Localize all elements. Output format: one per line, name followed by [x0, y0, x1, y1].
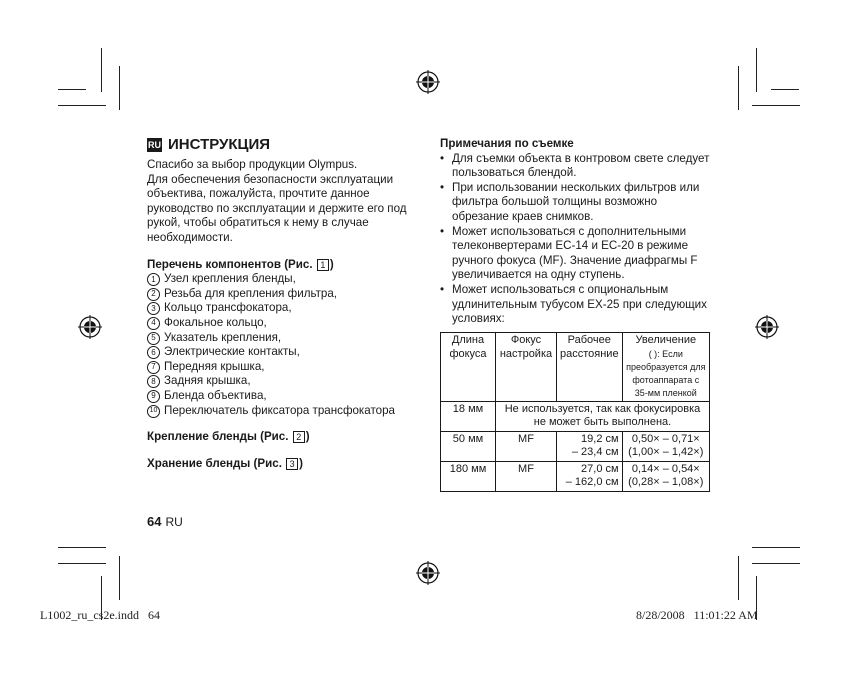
figure-number: 2 [293, 431, 305, 443]
notes-heading: Примечания по съемке [440, 137, 574, 150]
crop-mark [752, 563, 800, 564]
cell-not-usable: Не используется, так как фокусировка не может быть выполнена. [496, 401, 710, 431]
item-number: 7 [147, 361, 160, 374]
page-language: RU [165, 515, 183, 529]
list-item [440, 225, 712, 283]
crop-mark [771, 89, 799, 90]
item-label: Указатель крепления, [164, 330, 282, 344]
item-label: Фокальное кольцо, [164, 315, 267, 329]
crop-mark [58, 547, 106, 548]
list-item [147, 301, 417, 316]
left-column [147, 136, 417, 471]
hood-mount-heading [147, 430, 417, 445]
hood-storage-text: Хранение бленды (Рис. [147, 456, 282, 470]
item-number: 5 [147, 332, 160, 345]
item-label: Переключатель фиксатора трансфокатора [164, 403, 395, 417]
figure-number: 1 [317, 259, 329, 271]
distance-from: 19,2 см [581, 432, 619, 445]
list-item [147, 287, 417, 302]
crop-mark [58, 89, 86, 90]
hood-mount-text: Крепление бленды (Рис. [147, 430, 289, 444]
item-label: Резьба для крепления фильтра, [164, 286, 338, 300]
registration-mark-icon [416, 561, 440, 585]
cell-distance [557, 461, 623, 491]
list-item [440, 283, 712, 327]
crop-mark [738, 556, 739, 600]
crop-mark [752, 547, 800, 548]
cell-magnification [622, 461, 709, 491]
cell-focal: 180 мм [441, 461, 496, 491]
table-row [441, 431, 710, 461]
item-label: Кольцо трансфокатора, [164, 301, 292, 315]
crop-mark [119, 66, 120, 110]
crop-mark [738, 66, 739, 110]
cell-focus: MF [496, 431, 557, 461]
extension-tube-table [440, 332, 710, 492]
item-label: Передняя крышка, [164, 359, 265, 373]
registration-mark-icon [416, 70, 440, 94]
heading-suffix: ) [299, 456, 304, 470]
header-working-distance: Рабочее расстояние [557, 333, 623, 402]
cell-magnification [622, 431, 709, 461]
table-row [441, 401, 710, 431]
list-item [147, 404, 417, 419]
footer-file-info: L1002_ru_cs2e.indd 64 [40, 608, 160, 622]
cell-focus: MF [496, 461, 557, 491]
language-badge: RU [148, 140, 161, 150]
crop-mark [101, 48, 102, 92]
bullet-icon: • [440, 282, 445, 296]
cell-focal: 50 мм [441, 431, 496, 461]
magnification-range: 0,50× – 0,71× [631, 432, 700, 445]
header-focal-length: Длина фокуса [441, 333, 496, 402]
distance-to: – 162,0 см [565, 476, 619, 488]
item-label: Электрические контакты, [164, 345, 300, 359]
registration-mark-icon [78, 315, 102, 339]
crop-mark [756, 48, 757, 92]
crop-mark [752, 105, 800, 106]
item-number: 10 [147, 405, 160, 418]
bullet-icon: • [440, 224, 445, 238]
note-text: Для съемки объекта в контровом свете следует пользоваться блендой. [452, 151, 710, 180]
list-item [147, 345, 417, 360]
registration-mark-icon [755, 315, 779, 339]
item-label: Бленда объектива, [164, 388, 267, 402]
magnification-range: 0,14× – 0,54× [631, 462, 700, 475]
heading-suffix: ) [305, 430, 310, 444]
item-label: Узел крепления бленды, [164, 272, 296, 286]
magnification-label: Увеличение [635, 334, 697, 346]
note-text: Может использоваться с опциональным удлинительным тубусом EX-25 при следующих условиях: [452, 282, 707, 326]
item-number: 4 [147, 317, 160, 330]
header-magnification [622, 333, 709, 402]
hood-storage-heading [147, 457, 417, 472]
heading-suffix: ) [329, 257, 334, 271]
intro-line: Спасибо за выбор продукции Olympus. [147, 158, 358, 171]
item-number: 9 [147, 390, 160, 403]
right-column [440, 137, 712, 327]
distance-from: 27,0 см [581, 462, 619, 475]
cell-focal: 18 мм [441, 401, 496, 431]
table-row [441, 461, 710, 491]
magnification-35mm: (1,00× – 1,42×) [628, 446, 704, 458]
page-title [147, 136, 417, 154]
bullet-icon: • [440, 180, 445, 194]
figure-number: 3 [286, 458, 298, 470]
list-item [440, 152, 712, 181]
header-focus: Фокус настройка [496, 333, 557, 402]
page-number-value: 64 [147, 514, 162, 529]
crop-mark [58, 105, 106, 106]
item-label: Задняя крышка, [164, 374, 251, 388]
list-item [440, 181, 712, 225]
components-heading [147, 258, 417, 273]
item-number: 2 [147, 288, 160, 301]
item-number: 6 [147, 346, 160, 359]
note-text: Может использоваться с дополнительными телеконвертерами EC-14 и EC-20 в режиме ручного фокуса (MF). Значение диафрагмы F увеличивается на одну ступень. [452, 224, 698, 282]
list-item [147, 374, 417, 389]
magnification-35mm: (0,28× – 1,08×) [628, 476, 704, 488]
magnification-note: ( ): Если преобразуется для фотоаппарата с 35-мм пленкой [626, 348, 706, 398]
note-text: При использовании нескольких фильтров или фильтра большой толщины возможно обрезание краев снимков. [452, 180, 700, 223]
page-number [147, 514, 183, 529]
footer-datetime: 8/28/2008 11:01:22 AM [636, 608, 758, 622]
bullet-icon: • [440, 151, 445, 165]
crop-mark [119, 556, 120, 600]
table-header-row [441, 333, 710, 402]
item-number: 3 [147, 302, 160, 315]
list-item [147, 316, 417, 331]
components-heading-text: Перечень компонентов (Рис. [147, 257, 313, 271]
distance-to: – 23,4 см [571, 446, 619, 458]
list-item [147, 272, 417, 287]
page-title-text: ИНСТРУКЦИЯ [168, 136, 271, 153]
intro-paragraph: Для обеспечения безопасности эксплуатации объектива, пожалуйста, прочтите данное руководство по эксплуатации и держите его под рукой, чтобы обратиться к нему в случае необходимости. [147, 172, 407, 244]
components-list [147, 272, 417, 418]
cell-distance [557, 431, 623, 461]
item-number: 1 [147, 273, 160, 286]
item-number: 8 [147, 375, 160, 388]
list-item [147, 389, 417, 404]
list-item [147, 331, 417, 346]
list-item [147, 360, 417, 375]
crop-mark [58, 563, 106, 564]
